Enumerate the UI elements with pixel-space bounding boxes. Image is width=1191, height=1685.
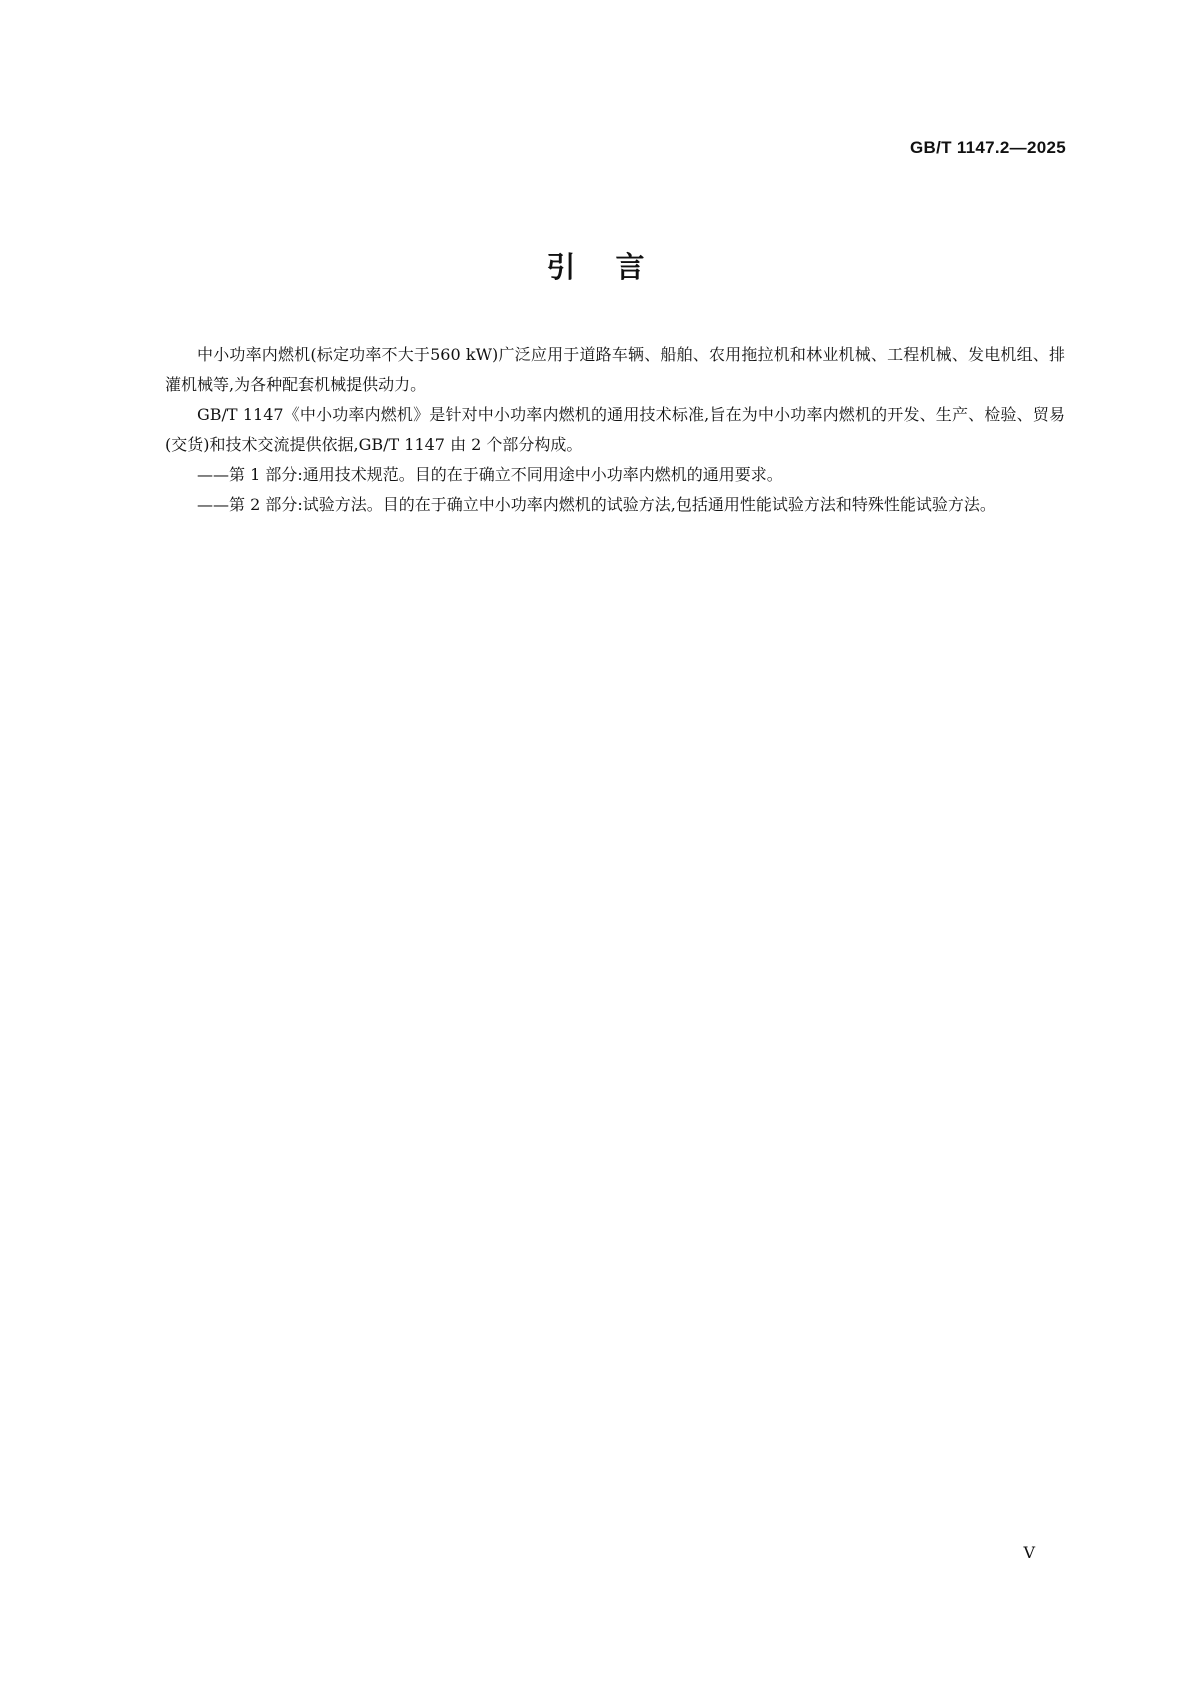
standard-code: GB/T 1147.2—2025 bbox=[909, 138, 1066, 157]
list-item: ——第 2 部分:试验方法。目的在于确立中小功率内燃机的试验方法,包括通用性能试验方法和特殊性能试验方法。 bbox=[197, 495, 996, 514]
paragraph: GB/T 1147《中小功率内燃机》是针对中小功率内燃机的通用技术标准,旨在为中小功率内燃机的开发、生产、检验、贸易(交货)和技术交流提供依据,GB/T 1147 由 2 个部分构成。 bbox=[165, 405, 1065, 454]
page-number: V bbox=[1023, 1543, 1035, 1562]
section-title: 引言 bbox=[546, 250, 685, 284]
paragraph: 中小功率内燃机(标定功率不大于560 kW)广泛应用于道路车辆、船舶、农用拖拉机和林业机械、工程机械、发电机组、排灌机械等,为各种配套机械提供动力。 bbox=[165, 345, 1065, 394]
list-item: ——第 1 部分:通用技术规范。目的在于确立不同用途中小功率内燃机的通用要求。 bbox=[197, 465, 783, 484]
body-text bbox=[165, 340, 1065, 520]
